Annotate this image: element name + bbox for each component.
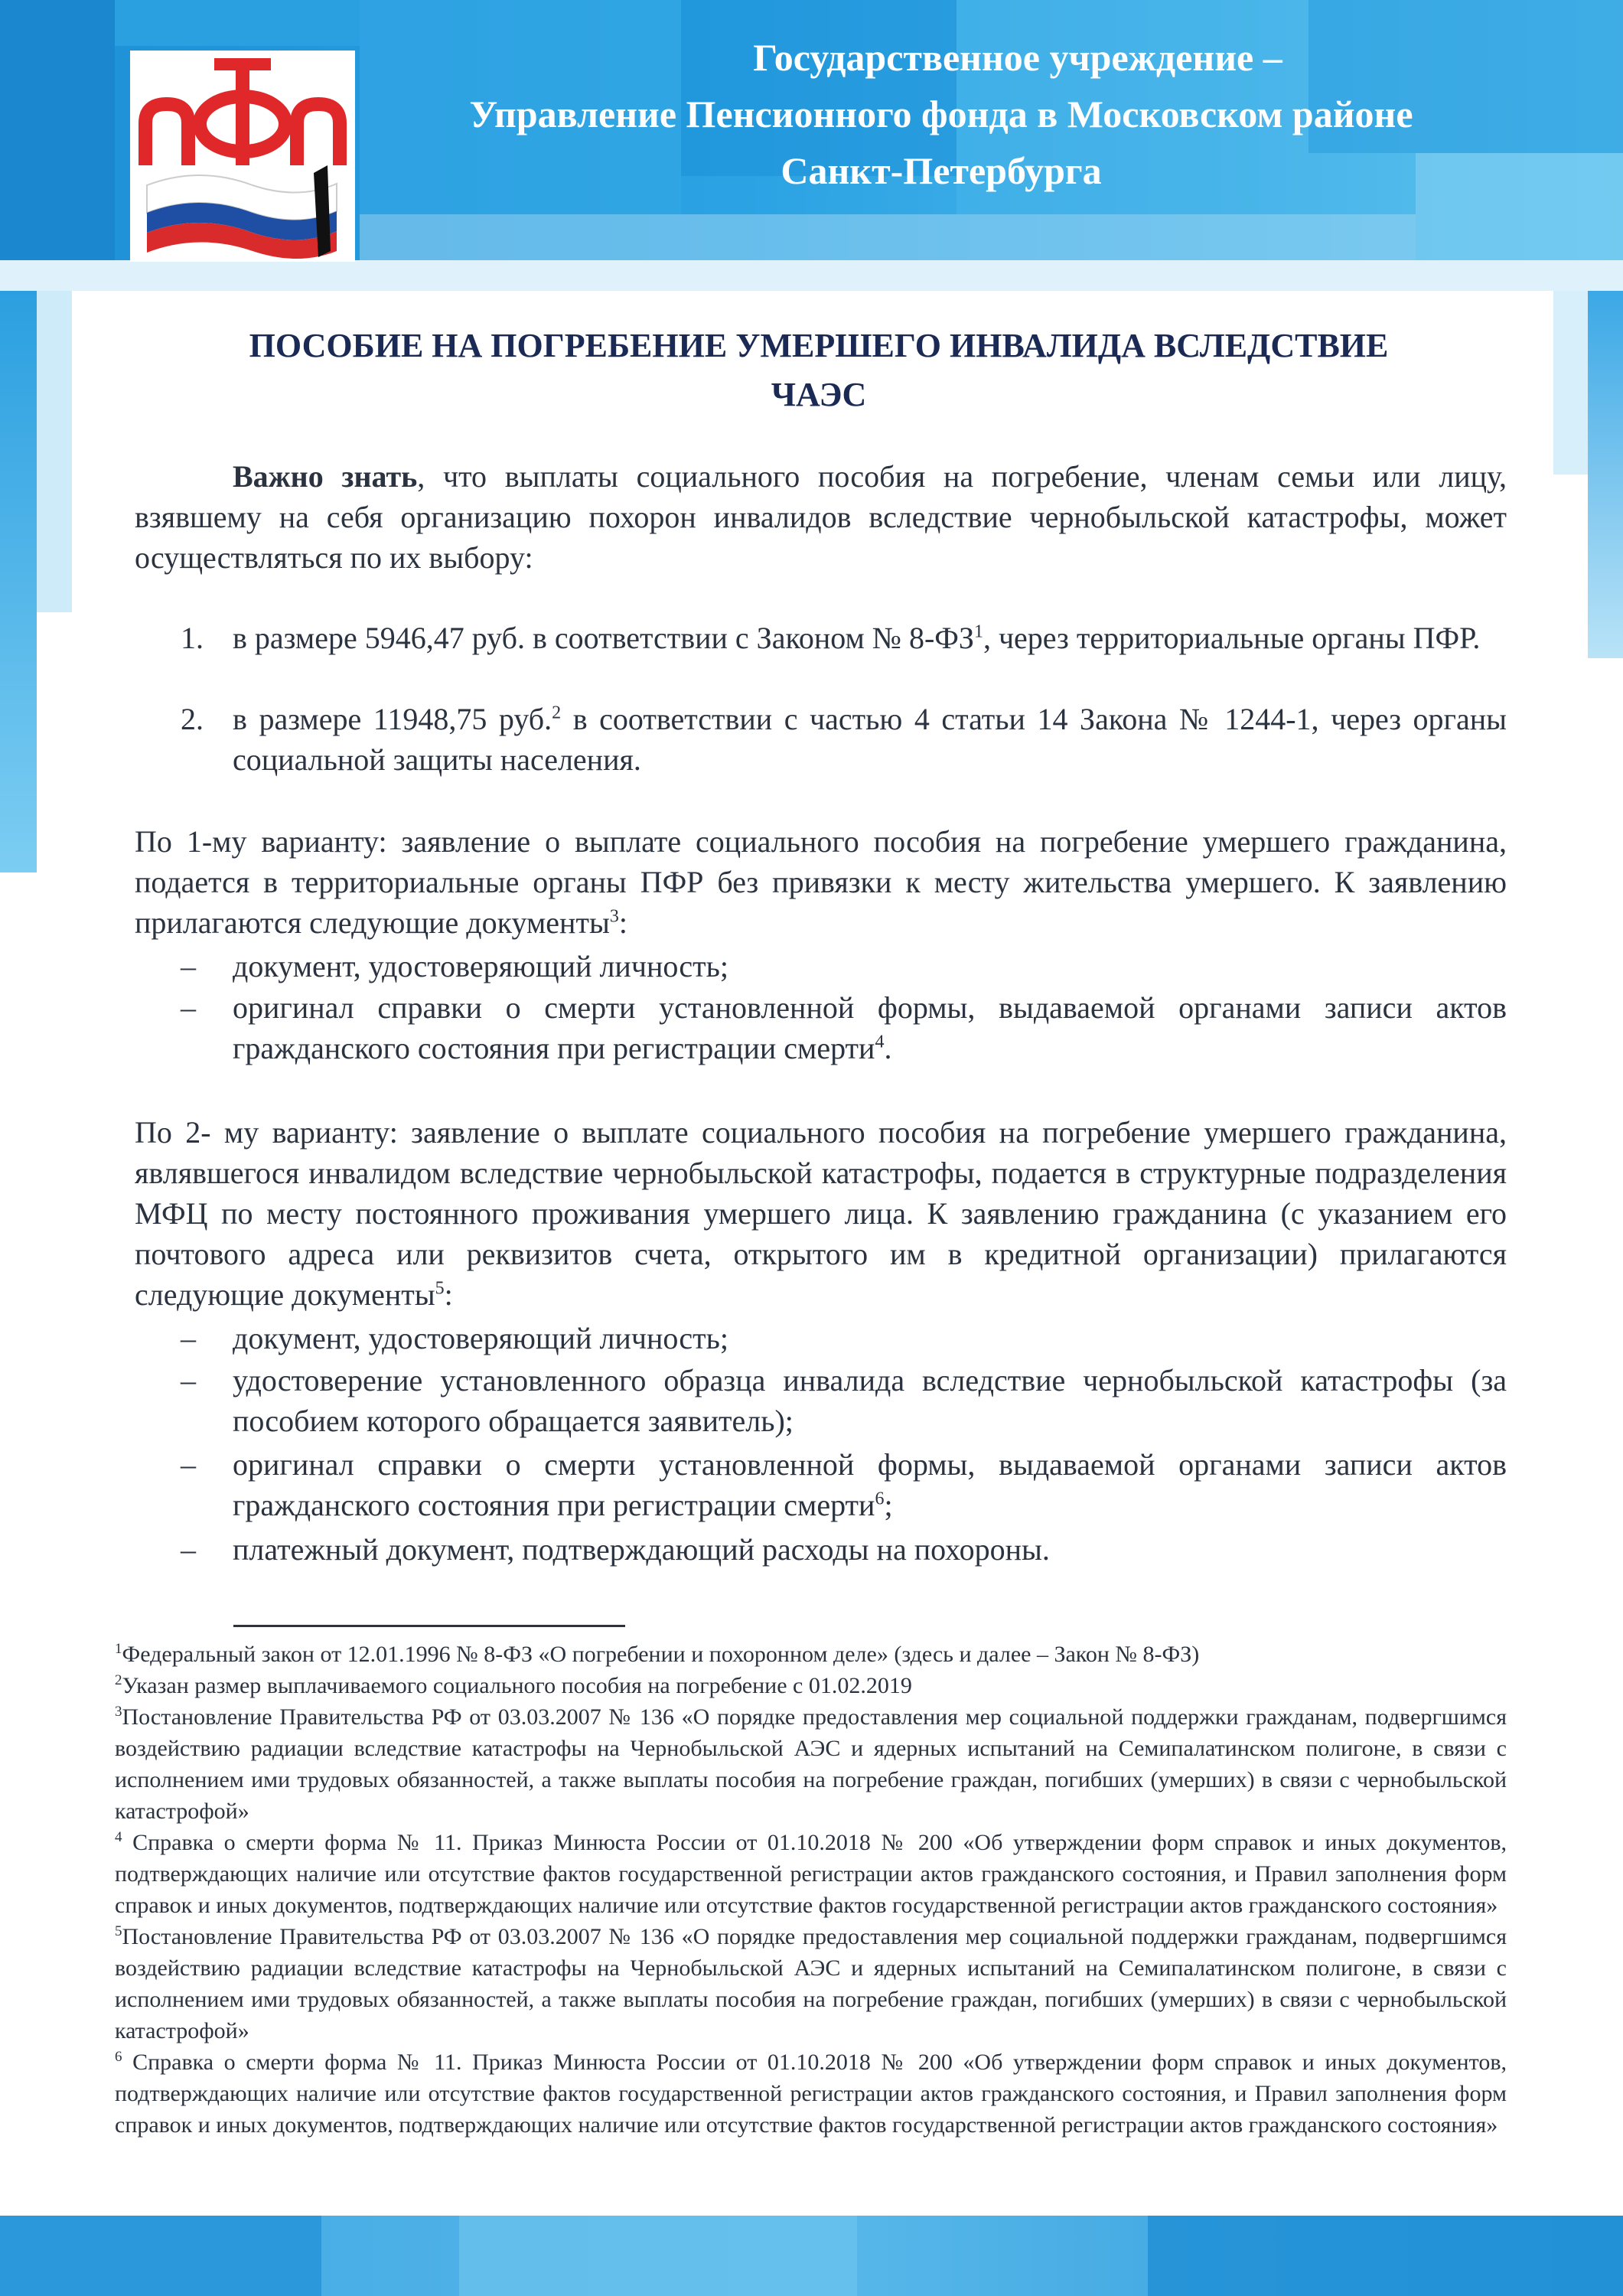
footnote-ref: 3 [609,906,619,927]
header-deco-block [115,0,360,46]
document-title-line1: ПОСОБИЕ НА ПОГРЕБЕНИЕ УМЕРШЕГО ИНВАЛИДА ВСЛЕДСТВИЕ [249,327,1389,364]
header-title-line2: Управление Пенсионного фонда в Московском районе [469,93,1413,135]
header-title-line1: Государственное учреждение – [753,36,1282,79]
option-item [135,699,1507,780]
intro-bold: Важно знать [233,459,418,494]
right-deco-strip [1553,291,1588,475]
document-list-item [135,1318,1507,1358]
dash-marker: – [181,990,196,1025]
footnote: $^2$Указан размер выплачиваемого социального пособия на погребение с 01.02.2019 [115,1672,912,1698]
document-list-item [135,987,1507,1068]
footer-deco-block [0,2216,321,2296]
option-item [135,618,1507,658]
intro-text: , что выплаты социального пособия на погребение, членам семьи или лицу, взявшему на себя организацию похорон инвалидов вследствие чернобыльской катастрофы, может осуществляться по их выбору: [135,459,1507,575]
option-text: в размере 11948,75 руб.$^2$ в соответствии с частью 4 статьи 14 Закона № 1244-1, через органы социальной защиты населения. [233,702,1507,777]
dash-marker: – [181,1321,196,1355]
footer-deco-block [1148,2216,1623,2296]
footnote-ref: 1 [973,621,983,642]
right-deco-strip [1588,291,1623,658]
document-list-item [135,1529,1507,1570]
footnote: $^5$Постановление Правительства РФ от 03.03.2007 № 136 «О порядке предоставления мер социальной поддержки гражданам, подвергшимся воздействию радиации вследствие катастрофы на Чернобыльской АЭС и ядерных испытаний на Семипалатинском полигоне, в связи с исполнением ими трудовых обязанностей, а также выплаты пособия на погребение граждан, погибших (умерших) в связи с чернобыльской катастрофой» [115,1923,1507,2043]
document-list-text: оригинал справки о смерти установленной формы, выдаваемой органами записи актов гражданского состояния при регистрации смерти$^4$. [233,990,1507,1065]
pfr-logo-icon [130,51,355,262]
left-deco-strip [37,291,72,612]
footnote: $^6$ Справка о смерти форма № 11. Приказ Минюста России от 01.10.2018 № 200 «Об утверждении форм справок и иных документов, подтверждающих наличие или отсутствие фактов государственной регистрации актов гражданского состояния, и Правил заполнения форм справок и иных документов, подтверждающих наличие или отсутствие фактов государственной регистрации актов гражданского состояния» [115,2049,1507,2138]
header-title-line3: Санкт-Петербурга [781,149,1102,192]
footnotes [115,1639,1507,2141]
footnote: $^4$ Справка о смерти форма № 11. Приказ Минюста России от 01.10.2018 № 200 «Об утверждении форм справок и иных документов, подтверждающих наличие или отсутствие фактов государственной регистрации актов гражданского состояния, и Правил заполнения форм справок и иных документов, подтверждающих наличие или отсутствие фактов государственной регистрации актов гражданского состояния» [115,1829,1507,1918]
option-number: 2. [181,702,204,736]
footnote-ref: 5 [435,1278,445,1299]
dash-marker: – [181,1363,196,1397]
variant2-paragraph: По 2- му варианту: заявление о выплате социального пособия на погребение умершего гражданина, являвшегося инвалидом вследствие чернобыльской катастрофы, подается в структурные подразделения МФЦ по месту постоянного проживания умершего лица. К заявлению гражданина (с указанием его почтового адреса или реквизитов счета, открытого им в кредитной организации) прилагаются следующие документы$^5$: [135,1115,1507,1312]
header-band [0,0,1623,291]
intro-paragraph [135,456,1507,578]
header-deco-block [0,0,115,291]
header-deco-block [0,260,1623,291]
footnote: $^1$Федеральный закон от 12.01.1996 № 8-ФЗ «О погребении и похоронном деле» (здесь и далее – Закон № 8-ФЗ) [115,1641,1200,1667]
document-title-line2: ЧАЭС [771,376,867,413]
variant2-text: По 2- му варианту: заявление о выплате социального пособия на погребение умершего гражданина, являвшегося инвалидом вследствие чернобыльской катастрофы, подается в структурные подразделения МФЦ по месту постоянного проживания умершего лица. К заявлению гражданина (с указанием его почтового адреса или реквизитов счета, открытого им в кредитной организации) прилагаются следующие документы [135,1115,1507,1312]
document-list-item [135,946,1507,987]
footnote-ref: 2 [552,703,562,723]
variant1-text: По 1-му варианту: заявление о выплате социального пособия на погребение умершего гражданина, подается в территориальные органы ПФР без привязки к месту жительства умершего. К заявлению прилагаются следующие документы [135,824,1507,940]
dash-marker: – [181,1447,196,1482]
document-list-text: оригинал справки о смерти установленной формы, выдаваемой органами записи актов гражданского состояния при регистрации смерти$^6$; [233,1447,1507,1522]
document-list-text: платежный документ, подтверждающий расходы на похороны. [233,1532,1050,1567]
footnote: $^3$Постановление Правительства РФ от 03.03.2007 № 136 «О порядке предоставления мер социальной поддержки гражданам, подвергшимся воздействию радиации вследствие катастрофы на Чернобыльской АЭС и ядерных испытаний на Семипалатинском полигоне, в связи с исполнением ими трудовых обязанностей, а также выплаты пособия на погребение граждан, погибших (умерших) в связи с чернобыльской катастрофой» [115,1704,1507,1824]
document-list-text: документ, удостоверяющий личность; [233,949,728,983]
footnote-ref: 4 [875,1032,885,1052]
footer-deco-block [459,2216,857,2296]
left-deco-strip [0,291,37,872]
document-list-text: документ, удостоверяющий личность; [233,1321,728,1355]
dash-marker: – [181,949,196,983]
dash-marker: – [181,1532,196,1567]
header-title [360,29,1523,199]
option-number: 1. [181,621,204,655]
document-list-item [135,1444,1507,1525]
document-list-item [135,1360,1507,1441]
footer-band [0,2216,1623,2296]
option-text: в размере 5946,47 руб. в соответствии с Законом № $8-ФЗ^1$, через территориальные органы ПФР. [233,621,1481,655]
document-title [122,321,1515,419]
footnote-separator [233,1625,625,1627]
document-list-text: удостоверение установленного образца инвалида вследствие чернобыльской катастрофы (за пособием которого обращается заявитель); [233,1363,1507,1438]
footnote-ref: 6 [875,1489,885,1509]
pfr-logo [130,51,355,262]
variant1-paragraph: По 1-му варианту: заявление о выплате социального пособия на погребение умершего гражданина, подается в территориальные органы ПФР без привязки к месту жительства умершего. К заявлению прилагаются следующие документы$^3$: [135,824,1507,940]
